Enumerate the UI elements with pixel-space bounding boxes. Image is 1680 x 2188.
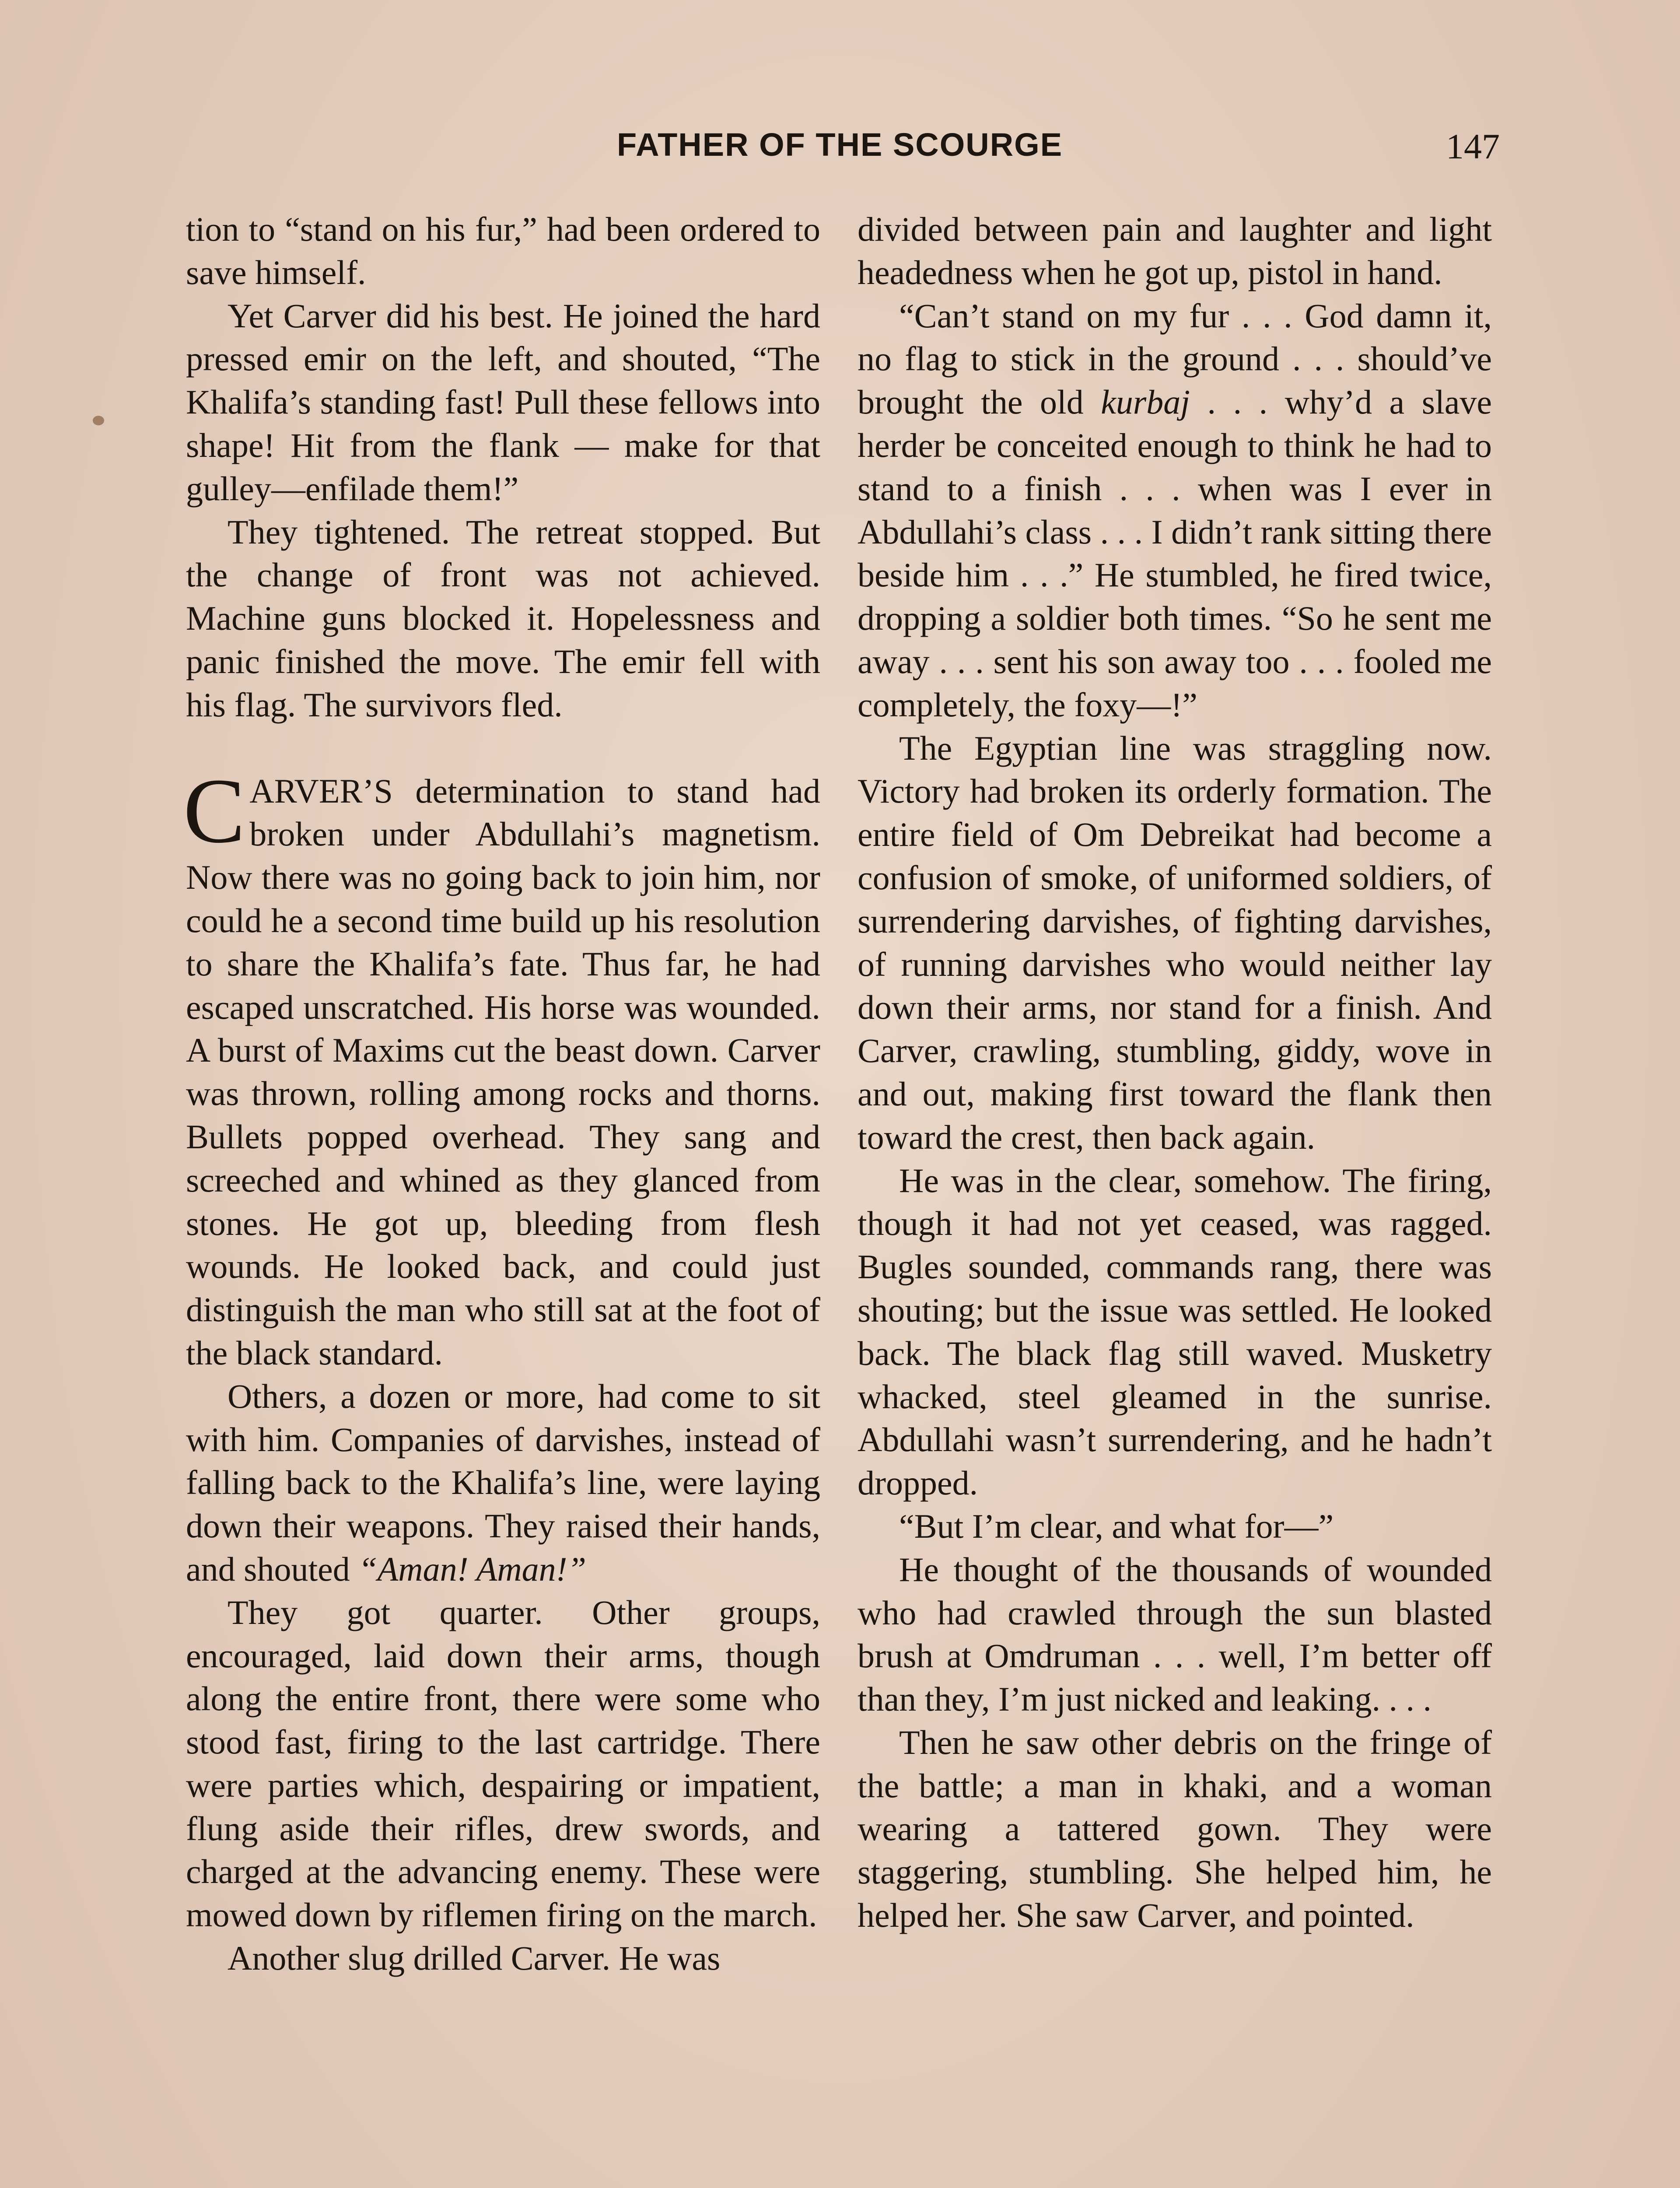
paragraph: He thought of the thousands of wounded who had crawled through the sun blasted brush at Omdruman . . . well, I’m better off than they, I’m just nicked and leaking. . . . (858, 1550, 1492, 1718)
paragraph: Then he saw other debris on the fringe of the battle; a man in khaki, and a woman wearing a tattered gown. They were staggering, stumbling. She helped him, he helped her. She saw Carver, and pointed. (858, 1723, 1492, 1935)
drop-cap: C (183, 759, 245, 862)
paragraph: They tightened. The retreat stopped. But the change of front was not achieved. Machine guns blocked it. Hopelessness and panic finished the move. The emir fell with his flag. The survivors fled. (186, 512, 820, 724)
paragraph: Another slug drilled Carver. He was (228, 1939, 721, 1978)
page-number: 147 (1446, 126, 1500, 166)
paragraph (186, 1375, 820, 1591)
left-column (183, 208, 820, 1980)
italic-word: kurbaj (1101, 383, 1190, 421)
paragraph-text: “Can’t stand on my fur . . . God damn it, no flag to stick in the ground . . . should’ve brought the old (858, 296, 1492, 421)
italic-quote: “Aman! Aman!” (358, 1550, 587, 1588)
paragraph-with-dropcap (183, 759, 820, 1375)
paragraph-text: ARVER’S determination to stand had broken under Abdullahi’s magnetism. Now there was no going back to join him, nor could he a second time build up his resolution to share the Khalifa’s fate. Thus far, he had escaped unscratched. His horse was wounded. A burst of Maxims cut the beast down. Carver was thrown, rolling among rocks and thorns. Bullets popped overhead. They sang and screeched and whined as they glanced from stones. He got up, bleeding from flesh wounds. He looked back, and could just distinguish the man who still sat at the foot of the black standard. (186, 771, 820, 1372)
running-title: FATHER OF THE SCOURGE (617, 126, 1063, 163)
paragraph: The Egyptian line was straggling now. Victory had broken its orderly formation. The entire field of Om Debreikat had become a confusion of smoke, of uniformed soldiers, of surrendering darvishes, of fighting darvishes, of running darvishes who would neither lay down their arms, nor stand for a finish. And Carver, crawling, stumbling, giddy, wove in and out, making first toward the flank then toward the crest, then back again. (858, 729, 1492, 1156)
paragraph-text: . . . why’d a slave herder be conceited enough to think he had to stand to a finish . . . when was I ever in Abdullahi’s class . . . I didn’t rank sitting there beside him . . .” He stumbled, he fired twice, dropping a soldier both times. “So he sent me away . . . sent his son away too . . . fooled me completely, the foxy—!” (858, 383, 1492, 724)
paragraph: Yet Carver did his best. He joined the hard pressed emir on the left, and shouted, “The Khalifa’s standing fast! Pull these fellows into shape! Hit from the flank — make for that gulley—enfilade them!” (186, 296, 820, 508)
paragraph: tion to “stand on his fur,” had been ordered to save himself. (186, 210, 820, 291)
paragraph-text: Others, a dozen or more, had come to sit with him. Companies of darvishes, instead of falling back to the Khalifa’s line, were laying down their weapons. They raised their hands, and shouted (186, 1377, 820, 1588)
right-column (858, 208, 1492, 1937)
paragraph: They got quarter. Other groups, encouraged, laid down their arms, though along the entire front, there were some who stood fast, firing to the last cartridge. There were parties which, despairing or impatient, flung aside their rifles, drew swords, and charged at the advancing enemy. These were mowed down by riflemen firing on the march. (186, 1593, 820, 1934)
paragraph: divided between pain and laughter and light headedness when he got up, pistol in hand. (858, 210, 1492, 291)
paragraph: “But I’m clear, and what for—” (899, 1507, 1334, 1545)
paragraph (858, 295, 1492, 727)
paper-speck (93, 416, 104, 425)
paragraph: He was in the clear, somehow. The firing, though it had not yet ceased, was ragged. Bugles sounded, commands rang, there was shouting; but the issue was settled. He looked back. The black flag still waved. Musketry whacked, steel gleamed in the sunrise. Abdullahi wasn’t surrendering, and he hadn’t dropped. (858, 1161, 1492, 1502)
